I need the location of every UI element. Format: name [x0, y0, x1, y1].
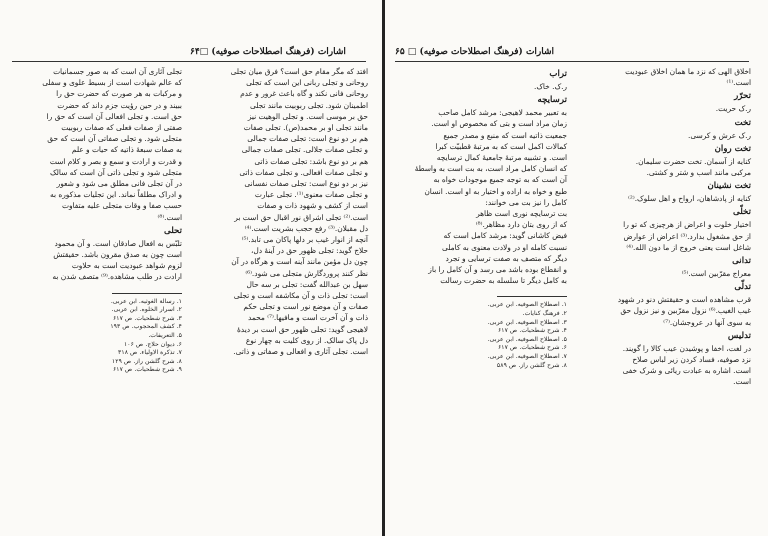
body-line: است. اشاره به عبادت ریائی و شرک خفی	[622, 366, 751, 376]
entry-heading: تدلّی	[734, 282, 751, 293]
body-line: دل مقبلان.⁽³⁾ رفع حجب بشریت است.⁽⁴⁾	[244, 223, 368, 233]
body-line: نظر کنند پروردگارش متجلی می شود.⁽⁶⁾	[245, 268, 368, 278]
footnote: ۲. اسرار الخلوه. ابن عربی.	[111, 306, 182, 314]
footnote: ۸. شرح گلشن راز. ص ۱۲۹	[111, 357, 182, 365]
body-line: ارادت در طلب مشاهده.⁽⁹⁾ متصف شدن به	[52, 272, 182, 282]
body-line: اختیار خلوت و اعراض از هرچیزی که تو را	[623, 220, 751, 230]
body-line: قرب مشاهده است و حقیقتش دنو در شهود	[617, 295, 751, 305]
body-line: است چون به صدق مقرون باشد. حقیقتش	[53, 250, 182, 260]
left-page-left-column	[12, 66, 182, 375]
body-line: نسبت کامله او در ولادت معنوی به کاملی	[442, 242, 567, 252]
body-line: و ادراک مطلقاً نماند. این تجلیات مذکوره به	[49, 190, 182, 200]
body-line: سهل بن عبدالله گفت: تجلی بر سه حال	[246, 279, 368, 289]
body-line: تلبّس به افعال صادقان است. و آن محمود	[54, 238, 182, 248]
body-line: نزد صوفیه، فساد کردن زیر لباس صلاح	[632, 355, 751, 365]
body-line: کمالات اکمل است که به مرتبهٔ قطبیّت کبرا	[435, 141, 567, 151]
body-line: بت ترسایچه نوری است ظاهر	[476, 209, 567, 219]
body-line: ر.ک حریت.	[715, 104, 751, 114]
body-line: چون دل مؤمن مانند آینه است و هرگاه در آن	[231, 257, 368, 267]
body-line: اطمینان شود. تجلی ربوبیت مانند تجلی	[250, 100, 368, 110]
entry-heading: تدلیس	[727, 330, 751, 341]
footnote: ۷. تذکرة الاولیاء. ص ۳۱۸	[118, 349, 182, 357]
entry-heading: تراب	[549, 69, 567, 79]
body-line: که انسان کامل مراد است، به بت است به واسطهٔ	[414, 164, 567, 174]
body-line: که عالم شهادت است از بسیط علوی و سفلی	[42, 78, 182, 88]
footnote: ۳. شرح شطحیات. ص ۶۱۷	[112, 314, 182, 322]
body-line: متجلی شود. و تجلی صفاتی آن است که حق	[47, 134, 182, 144]
entry-heading: تحرّر	[734, 91, 751, 102]
footnote: ۹. شرح شطحیات. ص ۶۱۷	[112, 366, 182, 374]
body-line: صفتی از صفات فعلی که صفات ربوبیت	[61, 123, 182, 133]
body-line: مرکبی مانند اسب و شتر و کشتی.	[646, 168, 751, 178]
body-line: اخلاق الهی که نزد ما همان اخلاق عبودیت	[625, 67, 751, 76]
body-line: دل پاک سالک. از روی کلیت به چهار نوع	[245, 335, 368, 345]
footnote-rule	[497, 296, 567, 297]
footnote: ۱. اصطلاح الصوفیه. ابن عربی.	[487, 301, 567, 309]
entry-heading: تخت	[734, 117, 751, 128]
body-line: زمان مراد است و بتی که مخصوص او است.	[431, 119, 567, 129]
body-line: لاهیجی گوید: تجلی ظهور حق است بر دیدهٔ	[236, 324, 368, 334]
body-line: ذات و آن آخرت است و مافیها.⁽⁷⁾ محمد	[248, 313, 368, 323]
body-line: صفات و آن موضع نور است و تجلی حکم	[243, 302, 368, 312]
body-line: جمعیت ذاتیه است که منبع و مصدر جمیع	[443, 130, 567, 140]
body-line: است از کشف و شهود ذات و صفات	[257, 201, 368, 211]
body-line: روحانی و تجلی ربانی این است که تجلی	[246, 78, 368, 88]
footnote: ۵. اصطلاح الصوفیه. ابن عربی.	[487, 335, 567, 343]
entry-heading: تخت روان	[714, 143, 751, 154]
body-line: دیگر که متصف به صفت ترسایی و تجرد	[445, 253, 567, 263]
body-line: حسب صفا و وقات متجلی علیه متفاوت	[62, 201, 182, 211]
body-line: است.⁽²⁾ تجلی اشراق نور اقبال حق است بر	[234, 212, 368, 222]
body-line: روحانی فانی نکند و گاه باعث غرور و عدم	[240, 89, 368, 99]
body-line: و تجلی صفات افعالی. و تجلی صفات ذاتی	[239, 167, 368, 177]
entry-heading: تدانی	[732, 256, 751, 267]
right-page	[385, 0, 768, 536]
left-page-header: ۶۴□ اشارات (فرهنگ اصطلاحات صوفیه)	[190, 47, 346, 57]
body-line: افتد که مگر مقام حق است؟ فرق میان تجلی	[230, 67, 368, 76]
body-line: به تعبیر محمد لاهیجی: مرشد کامل صاحب	[438, 108, 567, 118]
entry-heading: تخلّی	[733, 207, 751, 218]
body-line: هم بر دو نوع باشد: تجلی صفات ذاتی	[254, 156, 368, 166]
body-line: که از روی بتان دارد مظاهر.⁽⁸⁾	[475, 220, 567, 230]
body-line: و تجلی صفات معنوی⁽¹⁾. تجلی عبارت	[254, 190, 368, 200]
body-line: در لغت، اخفا و پوشیدن عیب کالا را گویند.	[622, 343, 751, 353]
footnote-rule	[112, 293, 182, 294]
body-line: فیض کاشانی گوید: مرشد کامل است که	[443, 231, 567, 241]
body-line: کامل را نیز بت می خوانند:	[485, 197, 567, 207]
footnote: ۴. کشف المحجوب. ص ۱۹۳	[110, 323, 182, 331]
body-line: و تجلی صفات جلالی. تجلی صفات جمالی	[241, 145, 368, 155]
footnote: ۶. دیوان حلاج. ص ۱۰۶	[123, 340, 182, 348]
body-line: حق بر موسی است. و تجلی الوهیت نیز	[247, 111, 368, 121]
body-line: است.⁽⁸⁾	[157, 212, 182, 222]
footnote: ۲. فرهنگ کنایات.	[522, 310, 567, 318]
body-line: است.	[733, 377, 751, 387]
entry-heading: تحلی	[164, 225, 182, 236]
body-line: به کامل دیگر تا سلسله به حضرت رسالت	[440, 276, 567, 286]
right-page-header: اشارات (فرهنگ اصطلاحات صوفیه) □ ۶۵	[395, 47, 555, 57]
left-page-right-column	[190, 66, 368, 357]
body-line: و مرکبات به هر صورت که حضرت حق را	[56, 89, 182, 99]
body-line: آنچه از انوار غیب بر دلها پاکان می تابد.⁽⁵⁾	[241, 235, 368, 245]
body-line: به صفات سبعهٔ ذاتیه که حیات و علم	[71, 145, 182, 155]
body-line: ر.ک. خاک.	[533, 82, 567, 91]
body-line: است. تجلی آثاری و افعالی و صفاتی و ذاتی.	[233, 347, 368, 357]
body-line: طبع و خواه به اراده و اختیار به او است. انسان	[424, 186, 567, 196]
body-line: مانند تجلی او بر محمد(ص). تجلی صفات	[243, 123, 368, 133]
body-line: کنایه از آسمان. تخت حضرت سلیمان.	[635, 156, 751, 166]
body-line: و انقطاع بوده باشد می رسد و آن کامل را باز	[428, 265, 567, 275]
body-line: از حق مشغول بدارد.⁽³⁾ اعراض از عوارض	[623, 231, 751, 241]
body-line: و قدرت و ارادت و سمع و بصر و کلام است	[49, 156, 182, 166]
footnote: ۴. شرح شطحیات. ص ۶۱۷	[497, 327, 567, 335]
body-line: حلاج گوید: تجلی ظهور حق در آینهٔ دل،	[250, 246, 368, 256]
footnote: ۵. التعریفات.	[148, 332, 182, 340]
right-page-footnotes	[395, 301, 567, 370]
right-header-rule	[395, 61, 749, 62]
body-line: غیب الغیب.⁽⁶⁾ نزول مقرّبین و نیز نزول حق	[620, 306, 751, 316]
body-line: است: تجلی ذات و آن مکاشفه است و تجلی	[233, 291, 368, 301]
body-line: شاغل است یعنی خروج از ما دون الله.⁽⁴⁾	[626, 242, 751, 252]
body-line: آن است که به توجه جمیع موجودات خواه به	[433, 175, 567, 185]
right-page-right-column	[575, 66, 751, 388]
body-line: معراج مقرّبین است.⁽⁵⁾	[681, 269, 751, 279]
entry-heading: تخت نشینان	[707, 181, 751, 192]
body-line: نیز بر دو نوع است: تجلی صفات نفسانی	[244, 179, 368, 189]
footnote: ۷. اصطلاح الصوفیه. ابن عربی.	[487, 353, 567, 361]
footnote: ۱. رسالة الغوثیه. ابن عربی.	[110, 297, 182, 305]
footnote: ۸. شرح گلشن راز. ص ۵۸۹	[496, 361, 567, 369]
entry-heading: ترسایچه	[537, 95, 567, 106]
body-line: ر.ک عرش و کرسی.	[688, 130, 751, 140]
body-line: به سوی آنها در عروجشان.⁽⁷⁾	[663, 317, 751, 327]
body-line: است. و تشبیه مرتبهٔ جامعیهٔ کمال ترسایچه	[436, 153, 567, 163]
body-line: است.⁽¹⁾	[726, 78, 751, 88]
footnote: ۳. اصطلاح الصوفیه. ابن عربی.	[487, 318, 567, 326]
body-line: کنایه از پادشاهان، ارواح و اهل سلوک.⁽²⁾	[628, 194, 751, 204]
body-line: لزوم شواهد عبودیت است به حلاوت	[71, 261, 182, 271]
body-line: در آن تجلی فانی مطلق می شود و شعور	[56, 179, 182, 189]
body-line: تجلی آثاری آن است که به صور جسمانیات	[53, 67, 182, 76]
body-line: هم بر دو نوع است: تجلی صفات جمالی	[247, 134, 368, 144]
left-page	[0, 0, 382, 536]
body-line: ببیند و در حین رؤیت جزم داند که حضرت	[57, 100, 182, 110]
left-page-footnotes	[12, 298, 182, 375]
body-line: متجلی شود و تجلی ذاتی آن است که سالک	[49, 167, 182, 177]
right-page-left-column	[395, 66, 567, 370]
body-line: حق است. و تجلی افعالی آن است که حق را	[46, 111, 182, 121]
footnote: ۶. شرح شطحیات. ص ۶۱۷	[497, 344, 567, 352]
left-header-rule	[12, 61, 366, 62]
